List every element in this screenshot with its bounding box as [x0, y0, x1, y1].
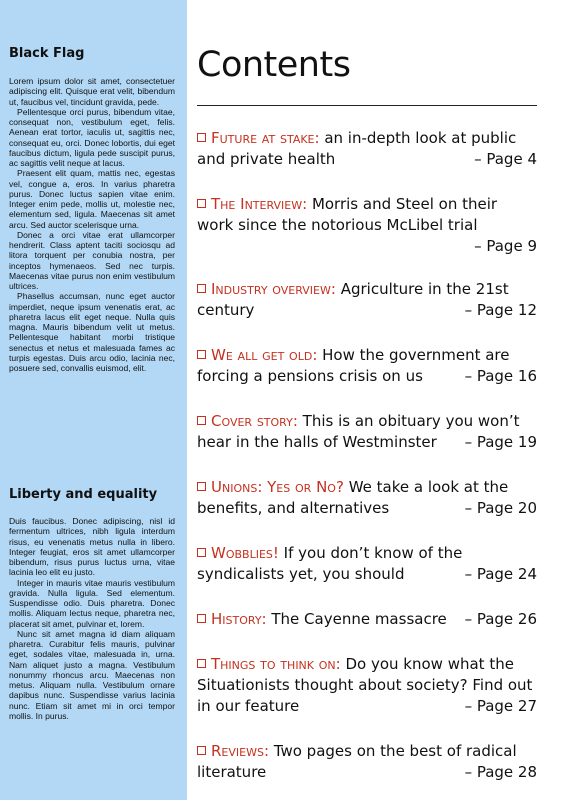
checkbox-icon [197, 548, 206, 557]
sidebar-paragraph: Duis faucibus. Donec adipiscing, nisl id fermentum ultrices, nibh ligula interdum risus, eu venenatis metus nulla in libero. Integer feugiat, eros sit amet ullamcorper bibendum, risus purus luctus urna, vitae lacinia leo elit eu justo. [9, 516, 175, 578]
contents-text: Two pages on the best of radical literature [197, 742, 517, 781]
page-number: – Page 24 [464, 565, 537, 583]
sidebar-title-liberty: Liberty and equality [9, 487, 158, 502]
checkbox-icon [197, 133, 206, 142]
sidebar-paragraph: Integer in mauris vitae mauris vestibulum gravida. Nulla ligula. Sed elementum. Suspendisse odio. Duis pharetra. Donec mollis. Aliquam lectus neque, pharetra nec, placerat sit amet, pulvinar et, lorem. [9, 577, 175, 629]
page-number: – Page 20 [464, 499, 537, 517]
checkbox-icon [197, 659, 206, 668]
sidebar-paragraph: Pellentesque orci purus, bibendum vitae, consequat non, vestibulum eget, felis. Aenean erat tortor, iaculis ut, sagittis nec, consequat eu, orci. Donec lobortis, dui eget faucibus dictum, ligula pede suscipit purus, ac sagittis velit neque at lacus. [9, 106, 175, 168]
contents-item-interview[interactable] [197, 194, 537, 257]
contents-keyword: Unions: Yes or No? [211, 478, 344, 496]
contents-keyword: Reviews: [211, 742, 270, 760]
page-number: – Page 27 [464, 697, 537, 715]
page-number: – Page 9 [474, 237, 537, 255]
contents-panel [197, 0, 542, 800]
contents-text: Do you know what the Situationists thought about society? Find out in our feature [197, 655, 533, 715]
page-number: – Page 26 [464, 610, 537, 628]
page-number: – Page 12 [464, 301, 537, 319]
contents-text: How the government are forcing a pensions crisis on us [197, 346, 510, 385]
contents-text: an in-depth look at public and private health [197, 129, 517, 168]
contents-item-future-at-stake[interactable] [197, 128, 537, 170]
contents-item-cover-story[interactable] [197, 411, 537, 453]
contents-keyword: We all get old: [211, 346, 318, 364]
sidebar-paragraph: Donec a orci vitae erat ullamcorper hendrerit. Class aptent taciti sociosqu ad litora torquent per conubia nostra, per inceptos hymenaeos. Sed nec turpis. Maecenas vitae purus non enim vestibulum ultrices. [9, 229, 175, 291]
checkbox-icon [197, 416, 206, 425]
contents-text: If you don’t know of the syndicalists yet, you should [197, 544, 463, 583]
sidebar-title-black-flag: Black Flag [9, 46, 85, 61]
contents-item-we-all-get-old[interactable] [197, 345, 537, 387]
sidebar-paragraph: Nunc sit amet magna id diam aliquam pharetra. Curabitur felis mauris, pulvinar eget, sodales vitae, malesuada in, urna. Nam aliquet justo a magna. Vestibulum nonummy rhoncus arcu. Maecenas non metus. Aliquam nulla. Vestibulum ornare dapibus nunc. Suspendisse varius lacinia nunc. Etiam sit amet mi in orci tempor mollis. In purus. [9, 628, 175, 721]
contents-item-unions[interactable] [197, 477, 537, 519]
page-number: – Page 28 [464, 763, 537, 781]
sidebar-article-liberty [9, 516, 175, 721]
contents-text: We take a look at the benefits, and alternatives [197, 478, 509, 517]
sidebar [0, 0, 187, 800]
checkbox-icon [197, 199, 206, 208]
checkbox-icon [197, 284, 206, 293]
contents-item-wobblies[interactable] [197, 543, 537, 585]
contents-item-reviews[interactable] [197, 741, 537, 783]
sidebar-paragraph: Phasellus accumsan, nunc eget auctor imperdiet, neque ipsum venenatis erat, ac pharetra lacus elit eget neque. Nulla quis magna. Mauris bibendum velit ut metus. Pellentesque habitant morbi tristique senectus et netus et malesuada fames ac turpis egestas. Duis arcu odio, lacinia nec, posuere sed, convallis euismod, elit. [9, 291, 175, 373]
sidebar-article-black-flag [9, 76, 175, 373]
title-divider [197, 105, 537, 106]
page-title: Contents [197, 45, 351, 85]
contents-list [197, 128, 537, 783]
contents-item-history[interactable] [197, 609, 537, 630]
contents-keyword: History: [211, 610, 267, 628]
contents-keyword: Wobblies! [211, 544, 279, 562]
contents-text: The Cayenne massacre [266, 610, 447, 628]
checkbox-icon [197, 482, 206, 491]
contents-text: Agriculture in the 21st century [197, 280, 509, 319]
sidebar-paragraph: Praesent elit quam, mattis nec, egestas vel, congue a, eros. In varius pharetra purus. Donec luctus sapien vitae enim. Integer enim pede, mollis ut, molestie nec, elementum sed, ligula. Maecenas sit amet arcu. Sed auctor scelerisque urna. [9, 168, 175, 230]
contents-keyword: Things to think on: [211, 655, 341, 673]
contents-keyword: Future at stake: [211, 129, 320, 147]
checkbox-icon [197, 746, 206, 755]
checkbox-icon [197, 614, 206, 623]
checkbox-icon [197, 350, 206, 359]
contents-keyword: The Interview: [211, 195, 308, 213]
contents-text: Morris and Steel on their work since the notorious McLibel trial [197, 195, 498, 234]
contents-item-things-to-think-on[interactable] [197, 654, 537, 717]
contents-text: This is an obituary you won’t hear in the halls of Westminster [197, 412, 520, 451]
contents-item-industry-overview[interactable] [197, 279, 537, 321]
contents-keyword: Industry overview: [211, 280, 336, 298]
page-number: – Page 4 [474, 150, 537, 168]
contents-keyword: Cover story: [211, 412, 298, 430]
page-number: – Page 19 [464, 433, 537, 451]
sidebar-paragraph: Lorem ipsum dolor sit amet, consectetuer adipiscing elit. Quisque erat velit, bibendum ut, faucibus vel, tincidunt gravida, pede. [9, 76, 175, 107]
page-number: – Page 16 [464, 367, 537, 385]
